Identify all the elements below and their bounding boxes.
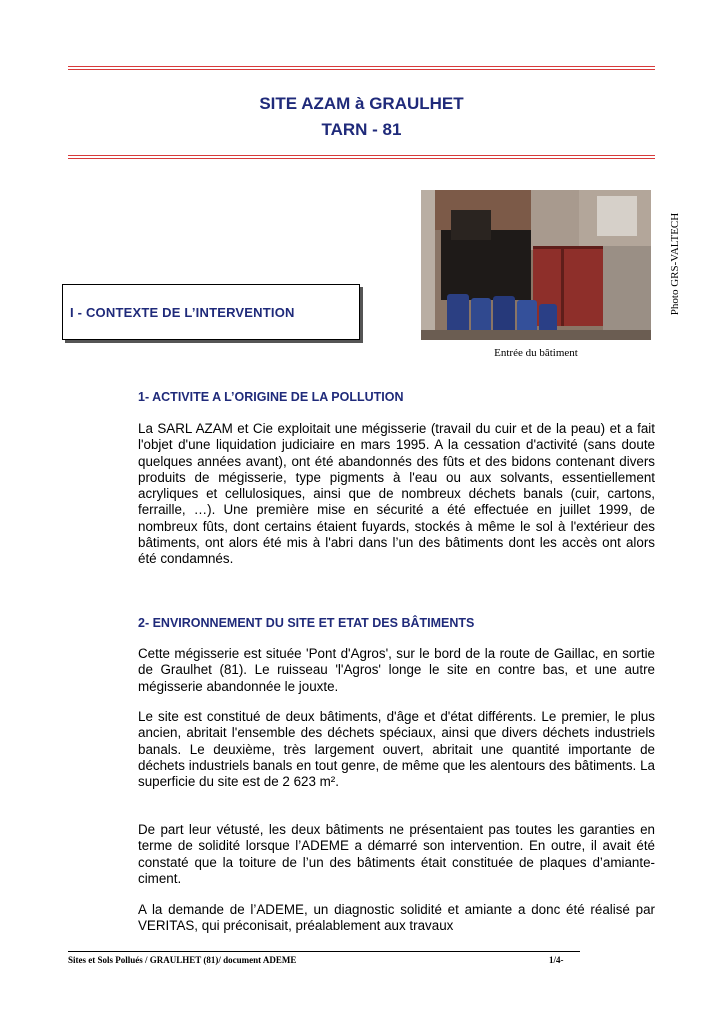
subsection-1-heading: 1- ACTIVITE A L’ORIGINE DE LA POLLUTION <box>138 390 404 404</box>
footer-rule <box>68 951 580 952</box>
subsection-2-heading: 2- ENVIRONNEMENT DU SITE ET ETAT DES BÂTIMENTS <box>138 616 475 630</box>
bottom-title-rule <box>68 155 655 159</box>
building-entrance-photo <box>421 190 651 340</box>
page-subtitle: TARN - 81 <box>321 120 402 139</box>
photo-credit-text: Photo GRS-VALTECH <box>669 212 681 316</box>
subsection-2-paragraph-3: De part leur vétusté, les deux bâtiments ne présentaient pas toutes les garanties en terme de solidité lorsque l’ADEME a démarré son intervention. En outre, il avait été constaté que la toiture de l’un des bâtiments était constituée de plaques d’amiante-ciment. <box>138 822 655 886</box>
photo-credit <box>668 204 682 324</box>
subsection-2-paragraph-4: A la demande de l’ADEME, un diagnostic solidité et amiante a donc été réalisé par VERITAS, qui préconisait, préalablement aux travaux <box>138 902 655 934</box>
building-photo-illustration <box>421 190 651 340</box>
section-heading-box <box>62 284 360 340</box>
photo-caption: Entrée du bâtiment <box>494 347 578 359</box>
subsection-2-paragraph-2: Le site est constitué de deux bâtiments, d'âge et d'état différents. Le premier, le plus ancien, abritait l'ensemble des déchets spéciaux, ainsi que divers déchets industriels banals. Le deuxième, très largement ouvert, abritait une quantité importante de déchets industriels banals en tout genre, de même que les alentours des bâtiments. La superficie du site est de 2 623 m². <box>138 709 655 790</box>
section-heading: I - CONTEXTE DE L’INTERVENTION <box>70 305 295 320</box>
subsection-1-paragraph: La SARL AZAM et Cie exploitait une mégisserie (travail du cuir et de la peau) et a fait l'objet d'une liquidation judiciaire en mars 1995. A la cessation d'activité (sans doute quelques années avant), ont été abandonnés des fûts et des bidons contenant divers produits de mégisserie, type pigments à l'eau ou aux solvants, essentiellement acryliques et cellulosiques, ainsi que de nombreux déchets banals (cuir, cartons, ferraille, …). Une première mise en sécurité a été effectuée en juillet 1999, de nombreux fûts, dont certains étaient fuyards, stockés à même le sol à l'extérieur des bâtiments, ont alors été mis à l'abri dans l’un des bâtiments dont les accès ont alors été condamnés. <box>138 421 655 567</box>
footer-page-number: 1/4- <box>549 955 564 965</box>
subsection-2-paragraph-1: Cette mégisserie est située 'Pont d'Agros', sur le bord de la route de Gaillac, en sortie de Graulhet (81). Le ruisseau 'l'Agros' longe le site en contre bas, et une autre mégisserie abandonnée le jouxte. <box>138 646 655 694</box>
footer-document-reference: Sites et Sols Pollués / GRAULHET (81)/ document ADEME <box>68 955 297 965</box>
page-title: SITE AZAM à GRAULHET <box>259 94 464 113</box>
top-rule <box>68 66 655 70</box>
